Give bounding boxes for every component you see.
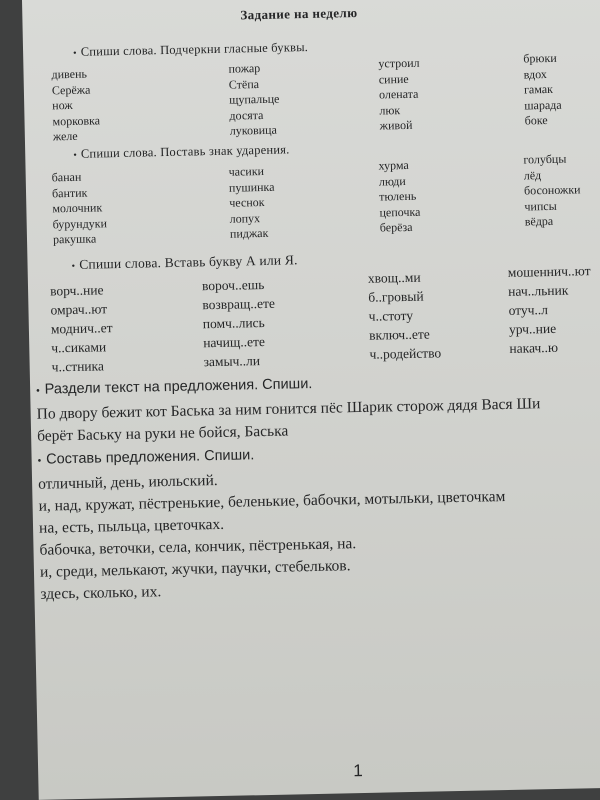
task4-heading-text: Раздели текст на предложения. Спиши. bbox=[44, 376, 313, 398]
task3-col-3 bbox=[368, 267, 442, 363]
word: синие bbox=[378, 71, 409, 87]
task3-heading-text: Спиши слова. Вставь букву А или Я. bbox=[79, 252, 298, 272]
task3-col-2 bbox=[202, 275, 276, 371]
task1-col-1 bbox=[51, 66, 100, 144]
word: хурма bbox=[378, 157, 409, 173]
word: чипсы bbox=[524, 198, 557, 214]
word: пиджак bbox=[229, 225, 269, 241]
word: начищ..ете bbox=[203, 333, 266, 351]
word: пушинка bbox=[228, 179, 275, 195]
word: чеснок bbox=[229, 194, 265, 210]
word: морковка bbox=[52, 112, 101, 128]
text-line: и, над, кружат, пёстренькие, беленькие, бабочки, мотыльки, цветочкам bbox=[38, 487, 506, 515]
word: берёза bbox=[379, 219, 413, 235]
word: ч..родейство bbox=[369, 345, 442, 362]
word: ракушка bbox=[52, 231, 97, 247]
word: гамак bbox=[523, 81, 554, 97]
word: цепочка bbox=[379, 204, 421, 220]
word: желе bbox=[52, 128, 78, 144]
bullet-icon: • bbox=[36, 385, 40, 397]
word: омрач..ют bbox=[50, 301, 108, 318]
word: включ..ете bbox=[368, 326, 430, 343]
task1-heading-text: Спиши слова. Подчеркни гласные буквы. bbox=[80, 40, 309, 59]
bullet-icon: • bbox=[73, 149, 78, 161]
page-title: Задание на неделю bbox=[240, 4, 358, 23]
word: босоножки bbox=[523, 182, 581, 198]
page-number: 1 bbox=[353, 761, 363, 781]
word: брюки bbox=[523, 50, 557, 66]
word: шарада bbox=[524, 97, 562, 113]
word: голубцы bbox=[523, 151, 567, 167]
task4-heading bbox=[36, 376, 313, 398]
word: Серёжа bbox=[51, 82, 91, 97]
bullet-icon: • bbox=[73, 47, 77, 59]
task3-col-4 bbox=[508, 261, 593, 358]
word: люк bbox=[379, 102, 401, 118]
word: щупальце bbox=[228, 91, 280, 107]
word: вёдра bbox=[524, 213, 554, 229]
word: живой bbox=[379, 117, 413, 133]
text-line: на, есть, пыльца, цветочках. bbox=[38, 515, 225, 537]
text-line: бабочка, веточки, села, кончик, пёстренькая, на. bbox=[39, 535, 357, 559]
task5-heading bbox=[37, 447, 254, 468]
word: тюлень bbox=[379, 188, 417, 204]
word: дивень bbox=[51, 66, 88, 82]
word: помч..лись bbox=[202, 314, 265, 332]
bullet-icon: • bbox=[71, 260, 76, 273]
word: накач..ю bbox=[509, 339, 559, 356]
word: устроил bbox=[378, 55, 420, 71]
task3-heading bbox=[71, 252, 297, 273]
word: замыч..ли bbox=[203, 353, 261, 370]
word: люди bbox=[378, 173, 406, 189]
task2-col-4 bbox=[523, 151, 581, 230]
word: банан bbox=[51, 169, 82, 185]
word: ч..сиками bbox=[51, 339, 107, 356]
word: моднич..ет bbox=[50, 320, 113, 337]
text-line: По двору бежит кот Баська за ним гонится пёс Шарик сторож дядя Вася Ши bbox=[36, 395, 541, 423]
word: часики bbox=[228, 163, 265, 179]
task2-heading bbox=[73, 142, 290, 162]
task2-col-2 bbox=[228, 164, 275, 242]
task3-col-1 bbox=[50, 280, 114, 376]
word: Стёпа bbox=[228, 76, 260, 92]
word: нач..льник bbox=[508, 282, 569, 299]
task1-col-3 bbox=[378, 56, 421, 134]
word: ворч..ние bbox=[49, 282, 104, 299]
task2-col-3 bbox=[378, 158, 420, 236]
word: отуч..л bbox=[508, 302, 549, 318]
word: мошеннич..ют bbox=[507, 263, 591, 280]
word: нож bbox=[52, 97, 73, 113]
word: молочник bbox=[52, 200, 103, 216]
word: б..гровый bbox=[368, 288, 424, 305]
word: хвощ..ми bbox=[367, 269, 421, 286]
word: луковица bbox=[229, 122, 277, 138]
word: бантик bbox=[51, 185, 88, 200]
bullet-icon: • bbox=[37, 455, 42, 467]
text-line: и, среди, мелькают, жучки, паучки, стебельков. bbox=[39, 557, 351, 581]
task1-col-2 bbox=[228, 61, 280, 140]
task2-col-1 bbox=[52, 169, 108, 248]
word: боке bbox=[524, 113, 548, 128]
task2-heading-text: Спиши слова. Поставь знак ударения. bbox=[80, 142, 290, 161]
task1-col-4 bbox=[523, 51, 562, 129]
word: возвращ..ете bbox=[202, 295, 276, 313]
word: пожар bbox=[228, 61, 261, 76]
word: ч..стника bbox=[51, 358, 105, 375]
word: вороч..ешь bbox=[201, 276, 265, 294]
word: ч..стоту bbox=[368, 307, 414, 324]
word: бурундуки bbox=[52, 215, 108, 231]
workbook-page bbox=[22, 0, 600, 800]
word: олената bbox=[378, 86, 419, 102]
text-line: берёт Баську на руки не бойся, Баська bbox=[36, 422, 289, 445]
word: вдох bbox=[523, 66, 547, 82]
task5-heading-text: Составь предложения. Спиши. bbox=[45, 447, 255, 468]
task4-text bbox=[36, 393, 541, 448]
text-line: здесь, сколько, их. bbox=[40, 583, 162, 603]
word: лёд bbox=[523, 167, 542, 183]
word: урч..ние bbox=[508, 320, 557, 337]
task1-heading bbox=[73, 40, 308, 60]
word: досята bbox=[229, 107, 264, 123]
word: лопух bbox=[229, 210, 261, 226]
task5-text bbox=[38, 464, 508, 606]
text-line: отличный, день, июльский. bbox=[37, 472, 218, 493]
